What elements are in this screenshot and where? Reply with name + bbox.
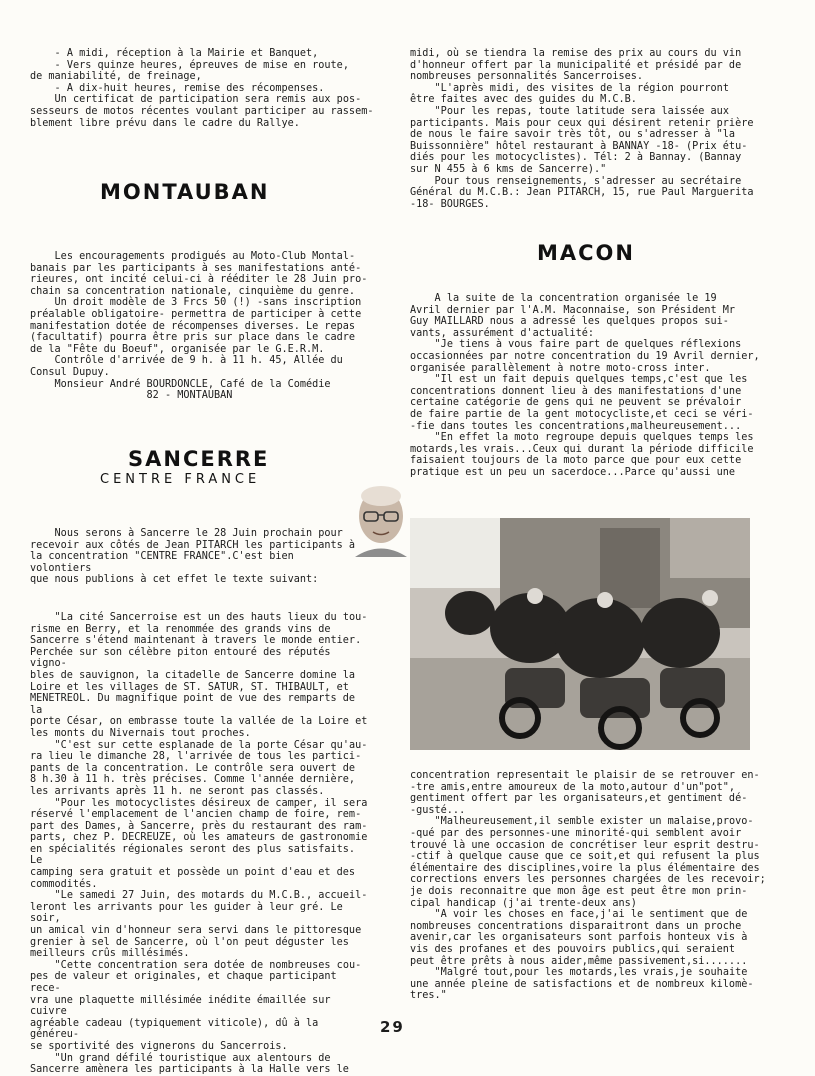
text-line: -ctif à quelque cause que ce soit,et qui refusent la plus xyxy=(410,851,760,863)
text-line: grenier à sel de Sancerre, où l'on peut déguster les xyxy=(30,936,349,948)
text-line: organisée parallèlement à notre moto-cross inter. xyxy=(410,362,711,374)
text-line: Loire et les villages de ST. SATUR, ST. THIBAULT, et xyxy=(30,681,349,693)
text-line: Un droit modèle de 3 Frcs 50 (!) -sans inscription xyxy=(30,297,362,309)
text-line: -tre amis,entre amoureux de la moto,autour d'un"pot", xyxy=(410,781,736,793)
text-line: Un certificat de participation sera remis aux pos- xyxy=(30,94,362,106)
text-line: recevoir aux côtés de Jean PITARCH les participants à xyxy=(30,539,356,551)
text-line: "A voir les choses en face,j'ai le sentiment que de xyxy=(410,909,748,921)
text-line: "Cette concentration sera dotée de nombreuses cou- xyxy=(30,959,362,971)
text-line: être faites avec des guides du M.C.B. xyxy=(410,94,637,106)
text-line: chain sa concentration nationale, cinquième du genre. xyxy=(30,285,356,297)
text-line: diés pour les motocyclistes). Tél: 2 à Bannay. (Bannay xyxy=(410,152,742,164)
text-line: cipal handicap (j'ai trente-deux ans) xyxy=(410,897,637,909)
macon-heading: MACON xyxy=(537,241,635,265)
text-line: vis des profanes et des pouvoirs publics,qui seraient xyxy=(410,943,736,955)
text-line: MENETREOL. Du magnifique point de vue des remparts de la xyxy=(30,693,362,716)
text-line: leront les arrivants pour les guider à leur gré. Le soir, xyxy=(30,901,349,925)
macon-article-continued xyxy=(410,770,780,1002)
text-line: faisaient toujours de la moto parce que pour eux cette xyxy=(410,455,742,467)
text-line: concentration representait le plaisir de se retrouver en- xyxy=(410,770,760,781)
text-line: Sancerre s'étend maintenant à travers le monde entier. xyxy=(30,635,362,647)
right-continuation-text xyxy=(410,48,780,210)
text-line: rieures, ont incité celui-ci à rééditer le 28 Juin pro- xyxy=(30,274,368,286)
text-line: - Vers quinze heures, épreuves de mise en route, xyxy=(30,59,349,71)
text-line: les monts du Nivernais tout proches. xyxy=(30,727,251,739)
text-line: -fie dans toutes les concentrations,malheureusement... xyxy=(410,420,742,432)
text-line: Guy MAILLARD nous a adressé les quelques propos sui- xyxy=(410,316,729,328)
text-line: corrections envers les personnes chargées de les recevoir; xyxy=(410,874,766,886)
text-line: concentrations donnent lieu à des manifestations d'une xyxy=(410,385,742,397)
text-line: "En effet la moto regroupe depuis quelques temps les xyxy=(410,432,754,444)
text-line: "Pour les repas, toute latitude sera laissée aux xyxy=(410,105,729,117)
text-line: que nous publions à cet effet le texte suivant: xyxy=(30,574,319,586)
text-line: la concentration "CENTRE FRANCE".C'est bien volontiers xyxy=(30,551,300,574)
text-line: -gusté... xyxy=(410,804,466,816)
text-line: pes de valeur et originales, et chaque participant rece- xyxy=(30,971,343,994)
text-line: pants de la concentration. Le contrôle sera ouvert de xyxy=(30,762,356,774)
text-line: Les encouragements prodigués au Moto-Club Montal- xyxy=(30,251,356,262)
text-line: "Un grand défilé touristique aux alentours de xyxy=(30,1052,331,1064)
text-line: midi, où se tiendra la remise des prix au cours du vin xyxy=(410,48,742,59)
text-line: élémentaire des disciplines,voire la plus élémentaire des xyxy=(410,862,760,874)
sancerre-heading: SANCERRE xyxy=(128,447,270,471)
text-line: vra une plaquette millésimée inédite émaillée sur cuivre xyxy=(30,994,337,1018)
text-line: occasionnées par notre concentration du 19 Avril dernier, xyxy=(410,350,760,362)
text-line: Avril dernier par l'A.M. Maconnaise, son Président Mr xyxy=(410,304,736,316)
text-line: "Malgré tout,pour les motards,les vrais,je souhaite xyxy=(410,967,748,979)
text-line: sur N 455 à 6 kms de Sancerre)." xyxy=(410,163,607,175)
text-line: peut être prêts à nous aider,même passivement,si....... xyxy=(410,955,748,967)
text-line: part des Dames, à Sancerre, près du restaurant des ram- xyxy=(30,820,368,832)
text-line: vants, assurément d'actualité: xyxy=(410,327,595,339)
text-line: blement libre prévu dans le cadre du Rallye. xyxy=(30,117,300,129)
sancerre-article xyxy=(30,612,370,1076)
left-intro-text xyxy=(30,48,380,129)
text-line: de la "Fête du Boeuf", organisée par le G.E.R.M. xyxy=(30,343,325,355)
text-line: certaine catégorie de gens qui ne peuvent se prévaloir xyxy=(410,397,742,409)
text-line: "C'est sur cette esplanade de la porte César qu'au- xyxy=(30,739,368,751)
montauban-heading: MONTAUBAN xyxy=(100,180,270,204)
text-line: trouvé là une occasion de concrétiser leur esprit destru- xyxy=(410,839,760,851)
text-line: banais par les participants à ses manifestations anté- xyxy=(30,262,362,274)
text-line: Buissonnière" hôtel restaurant à BANNAY -18- (Prix étu- xyxy=(410,140,748,152)
text-line: risme en Berry, et la renommée des grands vins de xyxy=(30,623,331,635)
text-line: nombreuses personnalités Sancerroises. xyxy=(410,71,644,83)
text-line: "Malheureusement,il semble exister un malaise,provo- xyxy=(410,816,754,828)
text-line: gentiment offert par les organisateurs,et gentiment dé- xyxy=(410,793,748,805)
text-line: Pour tous renseignements, s'adresser au secrétaire xyxy=(410,175,742,187)
text-line: (facultatif) pourra être pris sur place dans le cadre xyxy=(30,332,356,344)
text-line: de maniabilité, de freinage, xyxy=(30,71,202,83)
text-line: pratique est un peu un sacerdoce...Parce qu'aussi une xyxy=(410,466,736,478)
text-line: "Le samedi 27 Juin, des motards du M.C.B., accueil- xyxy=(30,890,368,902)
text-line: motards,les vrais...Ceux qui durant la période difficile xyxy=(410,443,754,455)
page-number: 29 xyxy=(380,1018,405,1036)
sancerre-intro xyxy=(30,528,360,586)
text-line: Consul Dupuy. xyxy=(30,366,110,378)
text-line: - A midi, réception à la Mairie et Banquet, xyxy=(30,48,319,59)
text-line: Perchée sur son célèbre piton entouré des réputés vigno- xyxy=(30,646,337,670)
text-line: en spécialités régionales seront des plus satisfaits. Le xyxy=(30,843,362,867)
text-line: commodités. xyxy=(30,878,98,890)
text-line: 82 - MONTAUBAN xyxy=(30,390,233,402)
text-line: 8 h.30 à 11 h. très précises. Comme l'année dernière, xyxy=(30,774,356,786)
text-line: Contrôle d'arrivée de 9 h. à 11 h. 45, Allée du xyxy=(30,355,343,367)
text-line: "L'après midi, des visites de la région pourront xyxy=(410,82,729,94)
text-line: - A dix-huit heures, remise des récompenses. xyxy=(30,82,325,94)
text-line: tres." xyxy=(410,990,447,1002)
macon-article xyxy=(410,293,780,479)
text-line: manifestation dotée de récompenses diverses. Le repas xyxy=(30,320,356,332)
text-line: Général du M.C.B.: Jean PITARCH, 15, rue Paul Marguerita xyxy=(410,187,754,199)
text-line: meilleurs crûs millésimés. xyxy=(30,948,190,960)
text-line: "La cité Sancerroise est un des hauts lieux du tou- xyxy=(30,612,368,623)
text-line: réservé l'emplacement de l'ancien champ de foire, rem- xyxy=(30,809,362,821)
text-line: A la suite de la concentration organisée le 19 xyxy=(410,293,717,304)
text-line: de nous le faire savoir très tôt, ou s'adresser à "la xyxy=(410,129,736,141)
text-line: une année pleine de satisfactions et de nombreux kilomè- xyxy=(410,978,754,990)
sancerre-subheading: CENTRE FRANCE xyxy=(100,472,261,487)
text-line: d'honneur offert par la municipalité et présidé par de xyxy=(410,59,742,71)
montauban-article xyxy=(30,251,380,402)
text-line: bles de sauvignon, la citadelle de Sancerre domine la xyxy=(30,669,356,681)
text-line: Monsieur André BOURDONCLE, Café de la Comédie xyxy=(30,378,331,390)
text-line: les arrivants après 11 h. ne seront pas classés. xyxy=(30,785,325,797)
text-line: agréable cadeau (typiquement viticole), dû à la généreu- xyxy=(30,1017,325,1041)
text-line: avenir,car les organisateurs sont parfois honteux vis à xyxy=(410,932,748,944)
text-line: parts, chez P. DECREUZE, où les amateurs de gastronomie xyxy=(30,832,368,844)
text-line: un amical vin d'honneur sera servi dans le pittoresque xyxy=(30,925,362,937)
text-line: nombreuses concentrations disparaitront dans un proche xyxy=(410,920,742,932)
text-line: Sancerre amènera les participants à la Halle vers le xyxy=(30,1064,349,1076)
text-line: "Pour les motocyclistes désireux de camper, il sera xyxy=(30,797,368,809)
text-line: sesseurs de motos récentes voulant participer au rassem- xyxy=(30,105,374,117)
text-line: participants. Mais pour ceux qui désirent retenir prière xyxy=(410,117,754,129)
text-line: -18- BOURGES. xyxy=(410,198,490,210)
text-line: de faire partie de la gent motocycliste,et ceci se véri- xyxy=(410,408,754,420)
motorcyclists-photo xyxy=(410,518,750,750)
text-line: préalable obligatoire- permettra de participer à cette xyxy=(30,308,362,320)
text-line: je dois reconnaitre que mon âge est peut être mon prin- xyxy=(410,885,748,897)
text-line: porte César, on embrasse toute la vallée de la Loire et xyxy=(30,716,368,728)
text-line: "Je tiens à vous faire part de quelques réflexions xyxy=(410,339,742,351)
text-line: camping sera gratuit et possède un point d'eau et des xyxy=(30,867,356,879)
text-line: "Il est un fait depuis quelques temps,c'est que les xyxy=(410,374,748,386)
text-line: se sportivité des vignerons du Sancerrois. xyxy=(30,1040,288,1052)
text-line: Nous serons à Sancerre le 28 Juin prochain pour xyxy=(30,528,343,539)
text-line: ra lieu le dimanche 28, l'arrivée de tous les partici- xyxy=(30,751,362,763)
text-line: -qué par des personnes-une minorité-qui semblent avoir xyxy=(410,827,742,839)
